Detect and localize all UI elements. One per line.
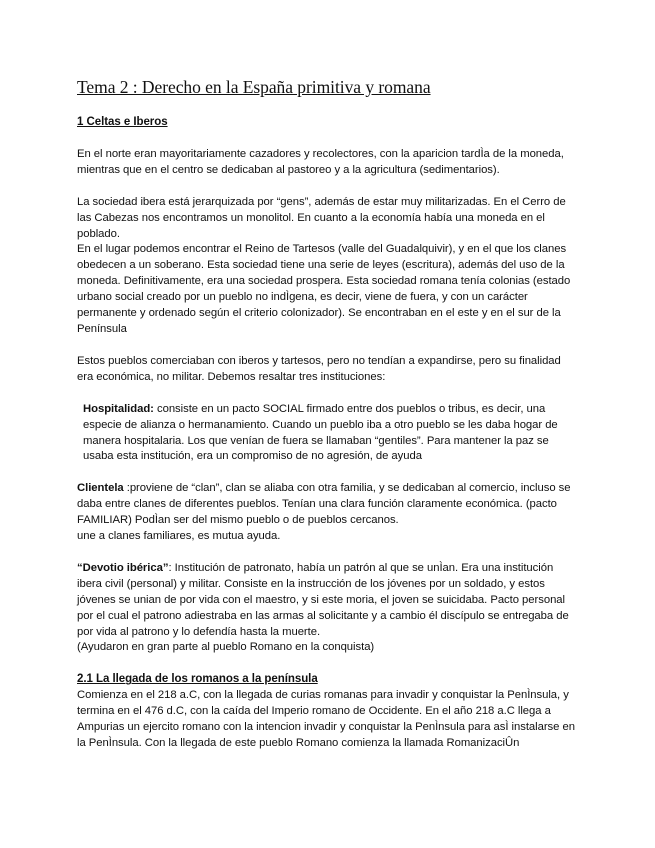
paragraph-llegada-romanos: Comienza en el 218 a.C, con la llegada de curias romanas para invadir y conquistar la PenÌnsula, y termina en el 476 d.C, con la caída del Imperio romano de Occidente. En el año 218 a.C llega a Ampurias un ejercito romano con la intencion invadir y conquistar la PenÌnsula para asÌ instalarse en la PenÌnsula. Con la llegada de este pueblo Romano comienza la llamada RomanizaciÛn (77, 689, 575, 749)
hospitalidad-definition: consiste en un pacto SOCIAL firmado entre dos pueblos o tribus, es decir, una especie de alianza o hermanamiento. Cuando un pueblo iba a otro pueblo se les daba hogar de manera hospitalaria. Los que venían de fuera se llamaban “gentiles”. Para mantener la paz se usaba esta institución, era un compromiso de no agresión, de ayuda (83, 402, 558, 463)
paragraph-comercio: Estos pueblos comerciaban con iberos y tartesos, pero no tendían a expandirse, pero su finalidad era económica, no militar. Debemos resaltar tres instituciones: (77, 354, 561, 383)
paragraph-clientela (77, 481, 577, 545)
section-heading-romanos: 2.1 La llegada de los romanos a la península (77, 673, 318, 686)
paragraph-tartesos: En el lugar podemos encontrar el Reino de Tartesos (valle del Guadalquivir), y en el que los clanes obedecen a un soberano. Esta sociedad tiene una serie de leyes (escritura), además del uso de la moneda. Definitivamente, era una sociedad prospera. Esta sociedad romana tenía colonias (estado urbano social creado por un pueblo no indÌgena, es decir, viene de fuera, y con un carácter permanente y ordenado según el criterio colonizador). Se encontraban en el este y en el sur de la Península (77, 243, 571, 335)
devotio-note: (Ayudaron en gran parte al pueblo Romano en la conquista) (77, 641, 375, 654)
paragraph-hospitalidad (77, 402, 577, 466)
section-heading-celtas-iberos: 1 Celtas e Iberos (77, 116, 168, 128)
paragraph-sociedad-ibera: La sociedad ibera está jerarquizada por “gens”, además de estar muy militarizadas. En el Cerro de las Cabezas nos encontramos un monolitol. En cuanto a la economía había una moneda en el poblado. (77, 195, 566, 240)
term-hospitalidad: Hospitalidad: (83, 402, 154, 415)
clientela-definition-line2: une a clanes familiares, es mutua ayuda. (77, 530, 281, 543)
paragraph-devotio (77, 561, 577, 656)
term-clientela: Clientela (77, 482, 124, 495)
document-body (77, 76, 577, 768)
paragraph-norte: En el norte eran mayoritariamente cazadores y recolectores, con la aparicion tardÌa de la moneda, mientras que en el centro se dedicaban al pastoreo y a la agricultura (sedimentarios). (77, 147, 564, 176)
devotio-definition: : Institución de patronato, había un patrón al que se unÌan. Era una institución ibera civil (personal) y militar. Consiste en la instrucción de los jóvenes por un soldado, y estos jóvenes se unian de por vida con el maestro, y si este moria, el joven se suicidaba. Pacto personal por el cual el patrono adiestraba en las armas al solicitante y a cambio él discípulo se entregaba de por vida al patrono y lo defendía hasta la muerte. (77, 561, 569, 638)
clientela-definition: :proviene de “clan”, clan se aliaba con otra familia, y se dedicaban al comercio, incluso se daba entre clanes de diferentes pueblos. Tenían una clara función claramente económica. (pacto FAMILIAR) PodÌan ser del mismo pueblo o de pueblos cercanos. (77, 482, 571, 527)
term-devotio: “Devotio ibérica” (77, 561, 169, 574)
page-title: Tema 2 : Derecho en la España primitiva y romana (77, 77, 431, 97)
